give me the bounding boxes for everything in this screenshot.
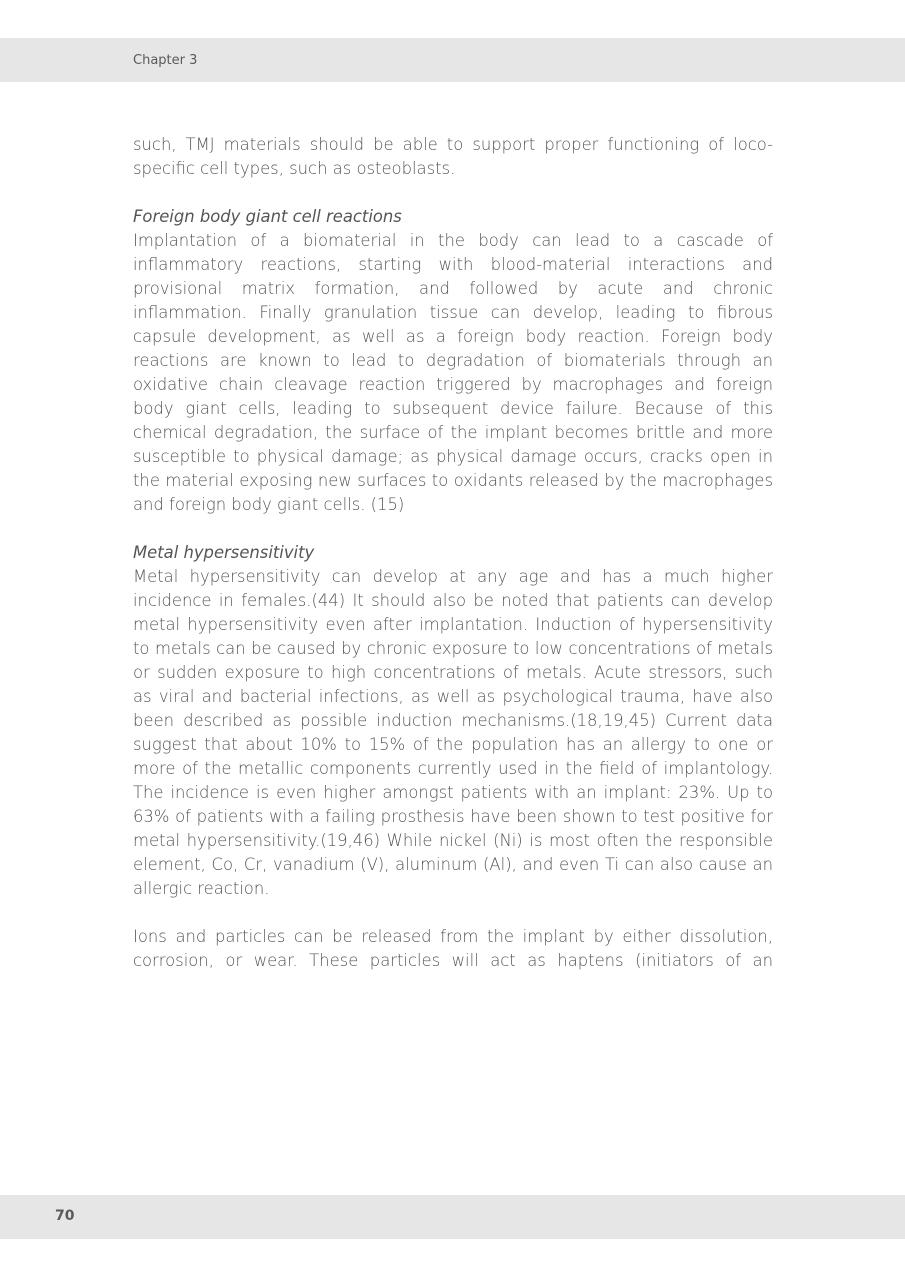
intro-paragraph: such, TMJ materials should be able to support proper functioning of loco-specific cell types, such as osteoblasts. bbox=[133, 135, 773, 178]
chapter-label: Chapter 3 bbox=[133, 53, 198, 68]
paragraph-metal-hypersensitivity: Metal hypersensitivity can develop at any age and has a much higher incidence in females.(44) It should also be noted that patients can develop metal hypersensitivity even after implantation. Induction of hypersensitivity to metals can be caused by chronic exposure to low concentrations of metals or sudden exposure to high concentrations of metals. Acute stressors, such as viral and bacterial infections, as well as psychological trauma, have also been described as possible induction mechanisms.(18,19,45) Current data suggest that about 10% to 15% of the population has an allergy to one or more of the metallic components currently used in the field of implantology. The incidence is even higher amongst patients with an implant: 23%. Up to 63% of patients with a failing prosthesis have been shown to test positive for metal hypersensitivity.(19,46) While nickel (Ni) is most often the responsible element, Co, Cr, vanadium (V), aluminum (Al), and even Ti can also cause an allergic reaction. bbox=[133, 567, 773, 898]
page-number: 70 bbox=[55, 1208, 75, 1224]
page-body bbox=[133, 133, 773, 973]
page-footer bbox=[0, 1195, 905, 1239]
paragraph-ions-particles: Ions and particles can be released from the implant by either dissolution, corrosion, or wear. These particles will act as haptens (initiators of an bbox=[133, 927, 773, 970]
section-heading-metal-hypersensitivity: Metal hypersensitivity bbox=[133, 543, 315, 562]
paragraph-foreign-body: Implantation of a biomaterial in the body can lead to a cascade of inflammatory reactions, starting with blood-material interactions and provisional matrix formation, and followed by acute and chronic inflammation. Finally granulation tissue can develop, leading to fibrous capsule development, as well as a foreign body reaction. Foreign body reactions are known to lead to degradation of biomaterials through an oxidative chain cleavage reaction triggered by macrophages and foreign body giant cells, leading to subsequent device failure. Because of this chemical degradation, the surface of the implant becomes brittle and more susceptible to physical damage; as physical damage occurs, cracks open in the material exposing new surfaces to oxidants released by the macrophages and foreign body giant cells. (15) bbox=[133, 231, 773, 514]
section-heading-foreign-body: Foreign body giant cell reactions bbox=[133, 207, 402, 226]
